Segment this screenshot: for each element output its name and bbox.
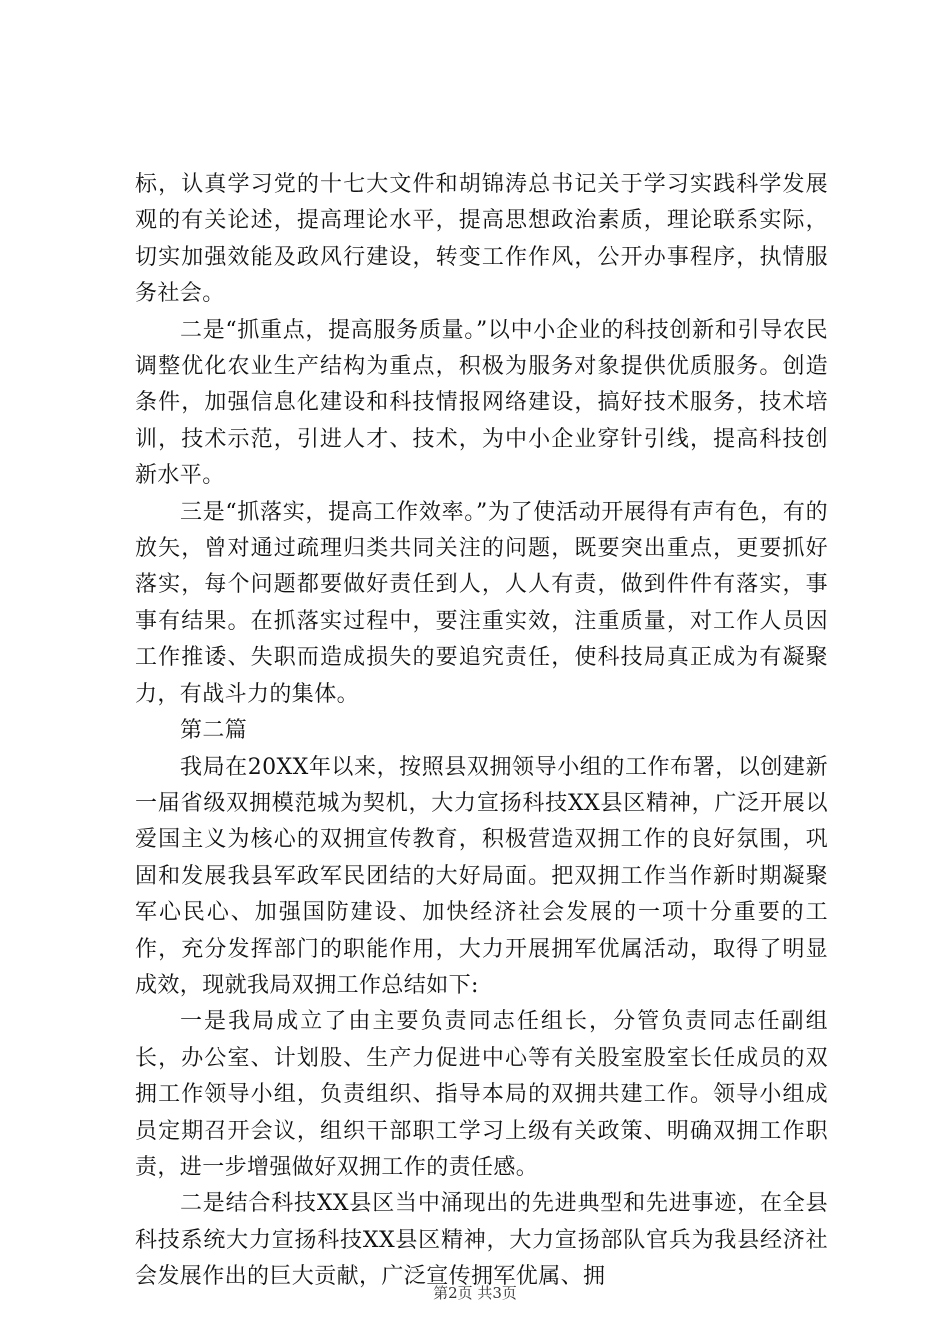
- paragraph-6: 二是结合科技XX县区当中涌现出的先进典型和先进事迹，在全县科技系统大力宣扬科技XX县区精神，大力宣扬部队官兵为我县经济社会发展作出的巨大贡献，广泛宣传拥军优属、拥: [135, 1191, 828, 1290]
- paragraph-5: 一是我局成立了由主要负责同志任组长，分管负责同志任副组长，办公室、计划股、生产力促进中心等有关股室股室长任成员的双拥工作领导小组，负责组织、指导本局的双拥共建工作。领导小组成员定期召开会议，组织干部职工学习上级有关政策、明确双拥工作职责，进一步增强做好双拥工作的责任感。: [135, 1009, 828, 1180]
- paragraph-3: 三是“抓落实，提高工作效率。”为了使活动开展得有声有色，有的放矢，曾对通过疏理归类共同关注的问题，既要突出重点，更要抓好落实，每个问题都要做好责任到人，人人有责，做到件件有落实，事事有结果。在抓落实过程中，要注重实效，注重质量，对工作人员因工作推诿、失职而造成损失的要追究责任，使科技局真正成为有凝聚力，有战斗力的集体。: [135, 499, 828, 707]
- paragraph-1: 标，认真学习党的十七大文件和胡锦涛总书记关于学习实践科学发展观的有关论述，提高理论水平，提高思想政治素质，理论联系实际，切实加强效能及政风行建设，转变工作作风，公开办事程序，执情服务社会。: [135, 172, 828, 307]
- page-number-footer: 第2页 共3页: [433, 1284, 517, 1302]
- paragraph-4: 我局在20XX年以来，按照县双拥领导小组的工作布署，以创建新一届省级双拥模范城为契机，大力宣扬科技XX县区精神，广泛开展以爱国主义为核心的双拥宣传教育，积极营造双拥工作的良好氛围，巩固和发展我县军政军民团结的大好局面。把双拥工作当作新时期凝聚军心民心、加强国防建设、加快经济社会发展的一项十分重要的工作，充分发挥部门的职能作用，大力开展拥军优属活动，取得了明显成效，现就我局双拥工作总结如下:: [135, 754, 828, 998]
- document-body: [135, 167, 828, 1296]
- paragraph-2: 二是“抓重点，提高服务质量。”以中小企业的科技创新和引导农民调整优化农业生产结构为重点，积极为服务对象提供优质服务。创造条件，加强信息化建设和科技情报网络建设，搞好技术服务，技术培训，技术示范，引进人才、技术，为中小企业穿针引线，提高科技创新水平。: [135, 317, 828, 489]
- section-heading: 第二篇: [180, 718, 248, 744]
